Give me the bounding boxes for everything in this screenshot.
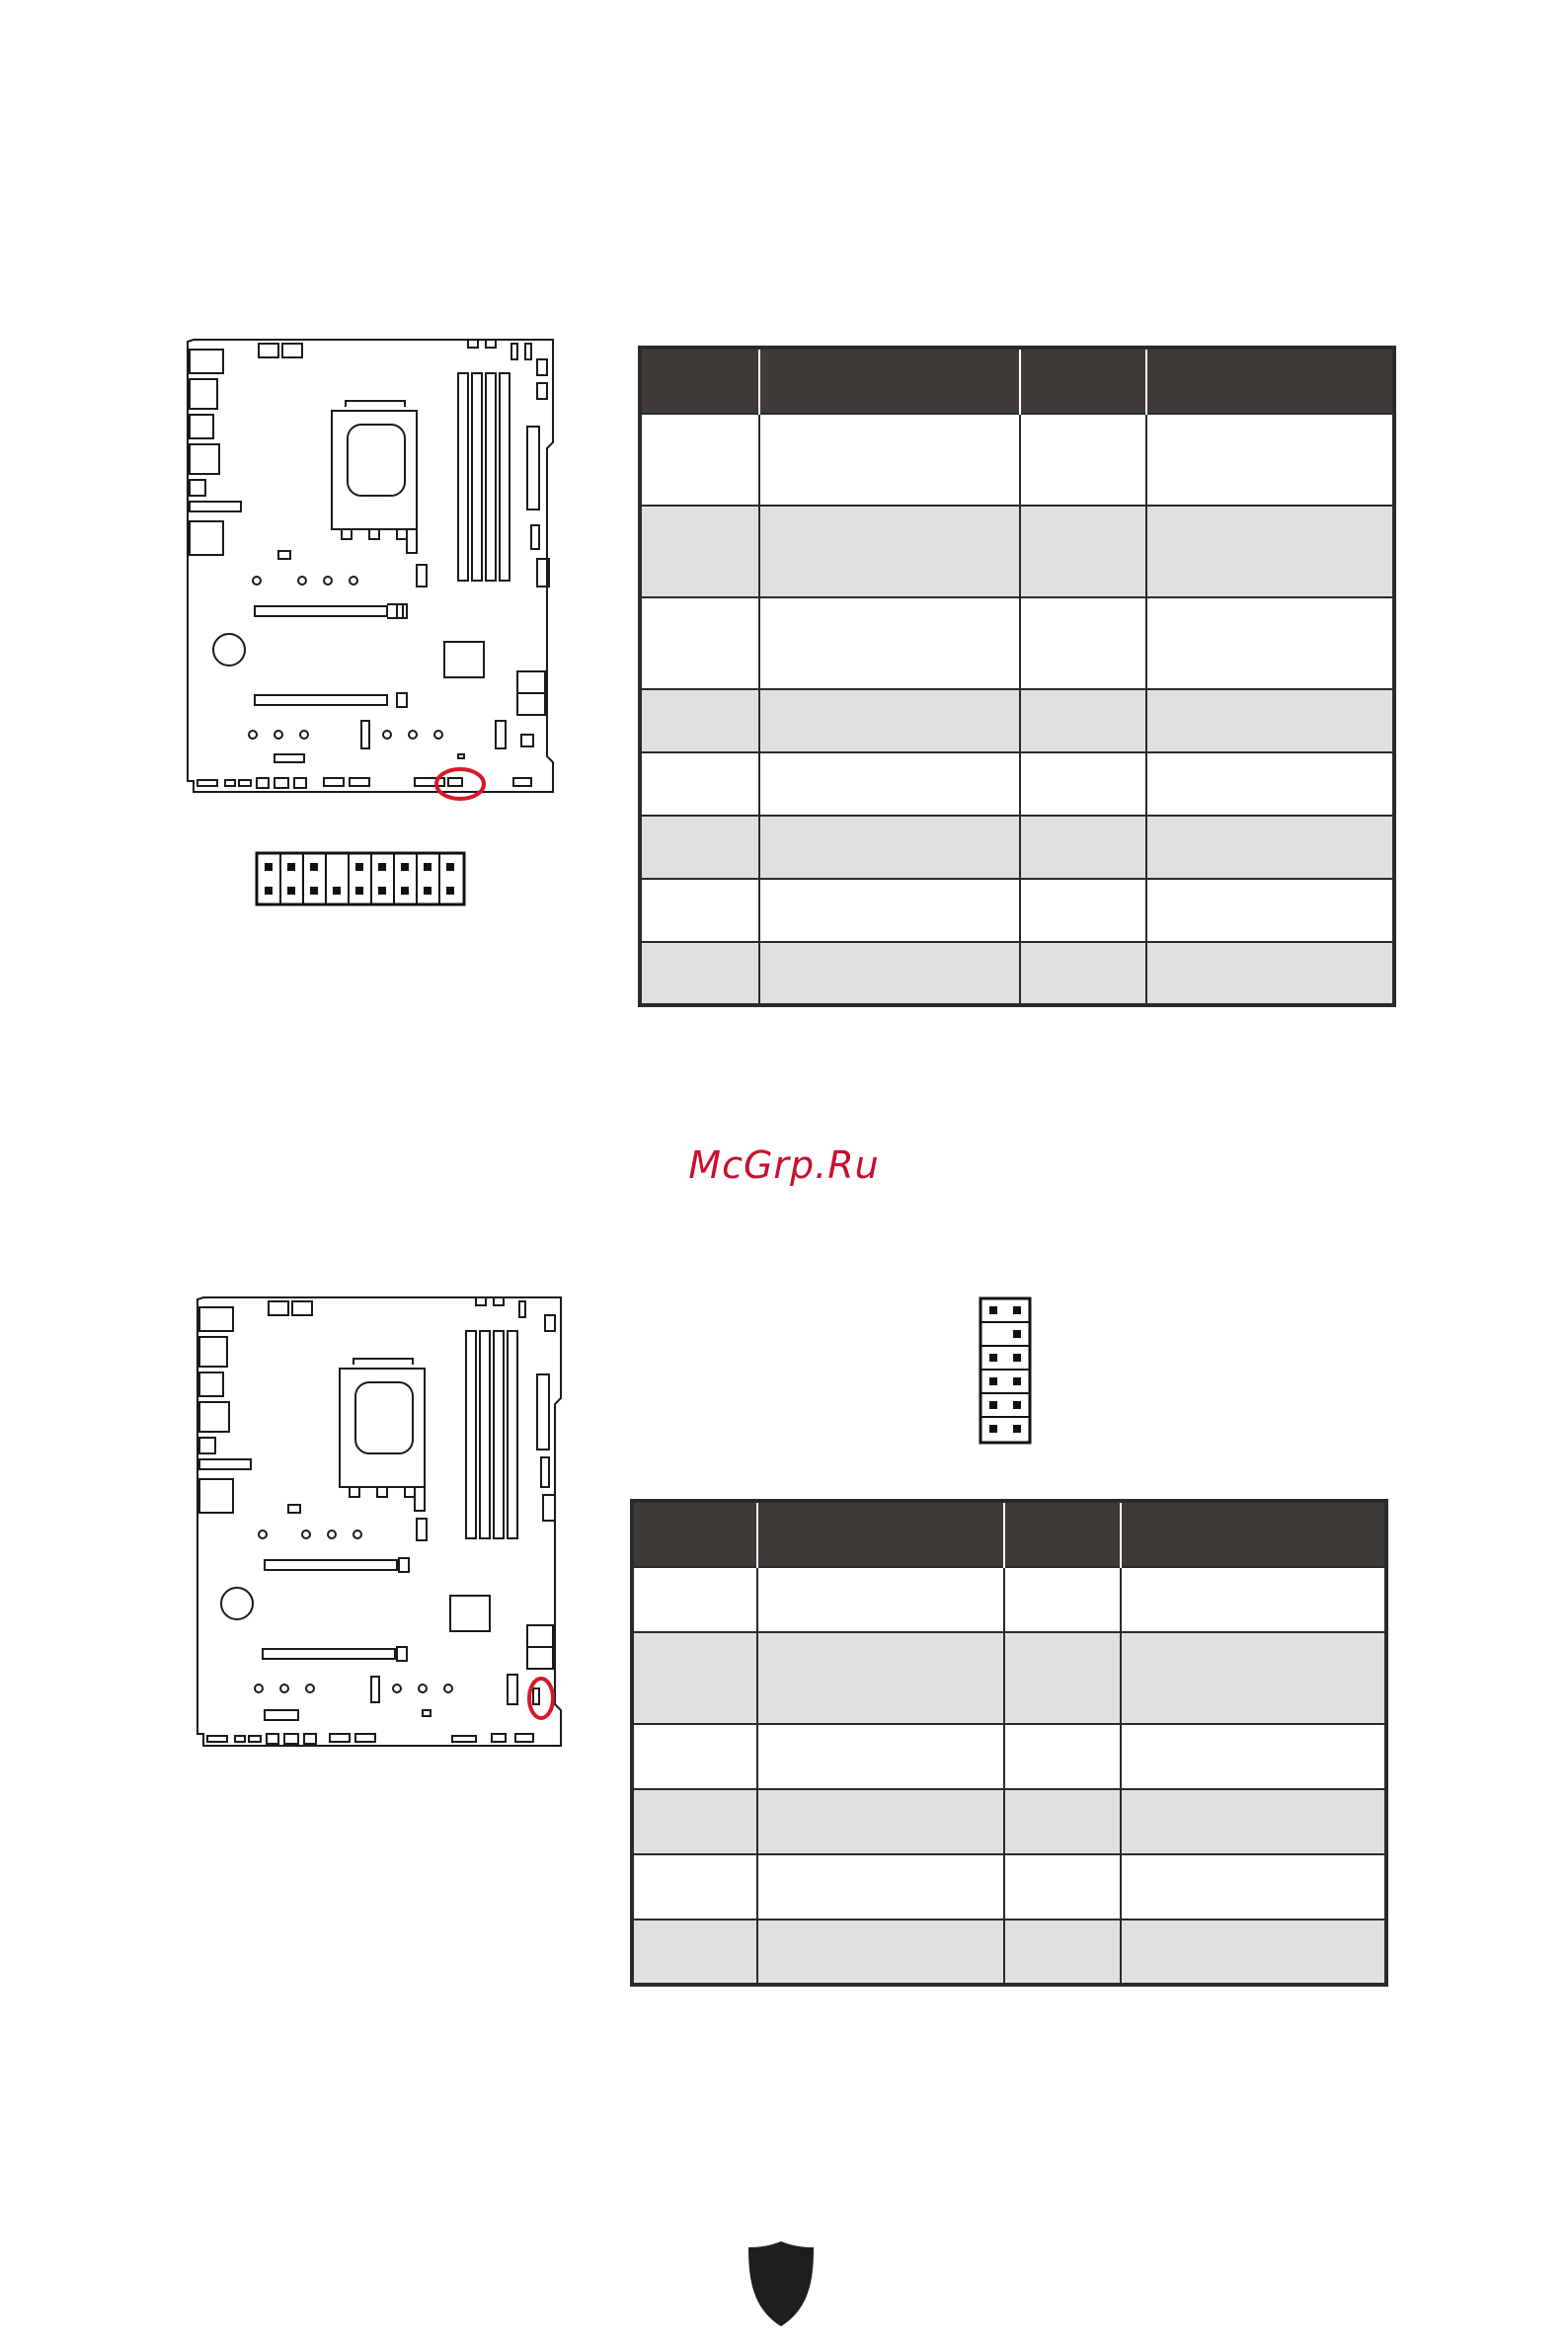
pin-table-header-cell — [1020, 348, 1146, 414]
pin-header-top — [255, 851, 468, 906]
pin-table-header-cell — [1146, 348, 1394, 414]
pin-table-bottom — [630, 1499, 1388, 1987]
pin-table-header-cell — [1121, 1501, 1386, 1567]
pin-table-header-cell — [759, 348, 1020, 414]
table-row — [640, 752, 1394, 816]
table-row — [640, 879, 1394, 942]
table-row — [632, 1854, 1386, 1920]
table-row — [640, 942, 1394, 1005]
pin-table-header-cell — [757, 1501, 1004, 1567]
table-row — [632, 1567, 1386, 1632]
table-row — [632, 1920, 1386, 1985]
motherboard-diagram-bottom — [194, 1290, 569, 1764]
pin-header-bottom — [978, 1295, 1035, 1448]
pin-table-header-cell — [632, 1501, 757, 1567]
table-row — [632, 1724, 1386, 1789]
table-row — [632, 1632, 1386, 1724]
table-row — [632, 1789, 1386, 1854]
brand-shield-icon — [746, 2239, 816, 2328]
watermark-text: McGrp.Ru — [688, 1143, 880, 1187]
table-row — [640, 414, 1394, 506]
motherboard-diagram-top — [184, 332, 559, 816]
table-row — [640, 689, 1394, 752]
table-row — [640, 506, 1394, 597]
pin-table-top — [638, 346, 1396, 1007]
pin-table-header-cell — [1004, 1501, 1121, 1567]
table-row — [640, 816, 1394, 879]
table-row — [640, 597, 1394, 689]
pin-table-header-cell — [640, 348, 759, 414]
